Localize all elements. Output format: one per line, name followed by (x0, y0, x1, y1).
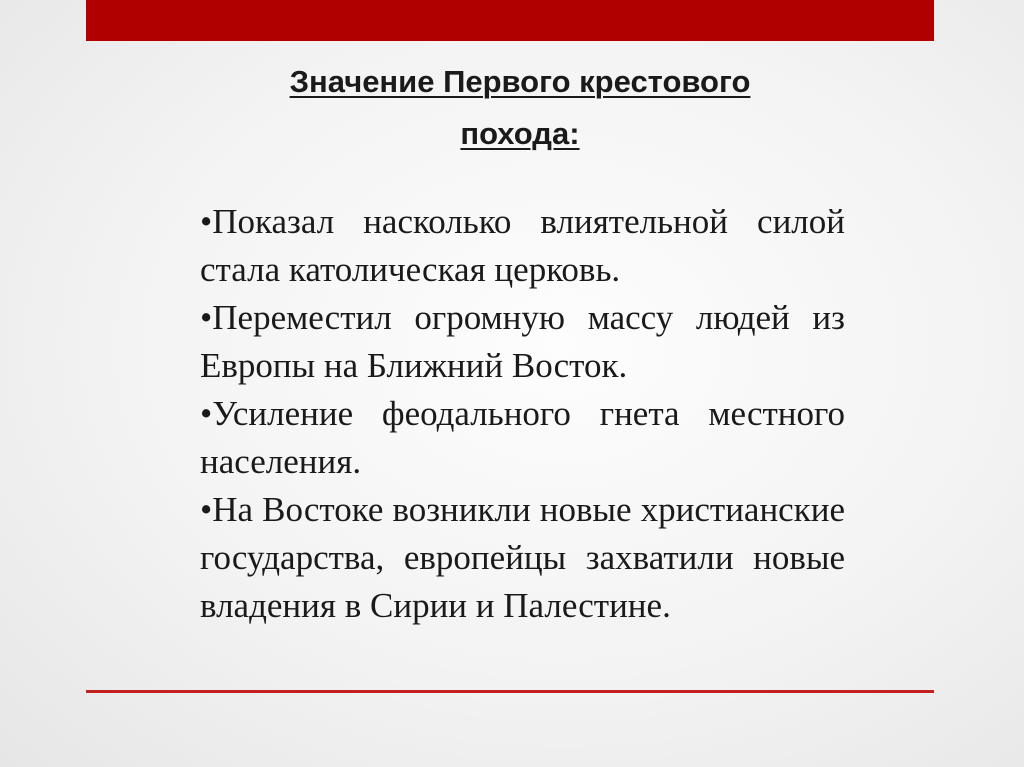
bullet-list (200, 198, 845, 630)
bullet-item: • На Востоке возникли новые христианские государства, европейцы захватили новые владения в Сирии и Палестине. (200, 486, 845, 630)
bullet-item: • Усиление феодального гнета местного населения. (200, 390, 845, 486)
top-accent-bar (86, 0, 934, 41)
bullet-item: • Переместил огромную массу людей из Европы на Ближний Восток. (200, 294, 845, 390)
slide-title-line-2: похода: (460, 116, 580, 151)
bullet-item: • Показал насколько влиятельной силой стала католическая церковь. (200, 198, 845, 294)
slide-title (150, 56, 890, 160)
bottom-divider (86, 690, 934, 693)
slide-title-line-1: Значение Первого крестового (289, 64, 751, 99)
